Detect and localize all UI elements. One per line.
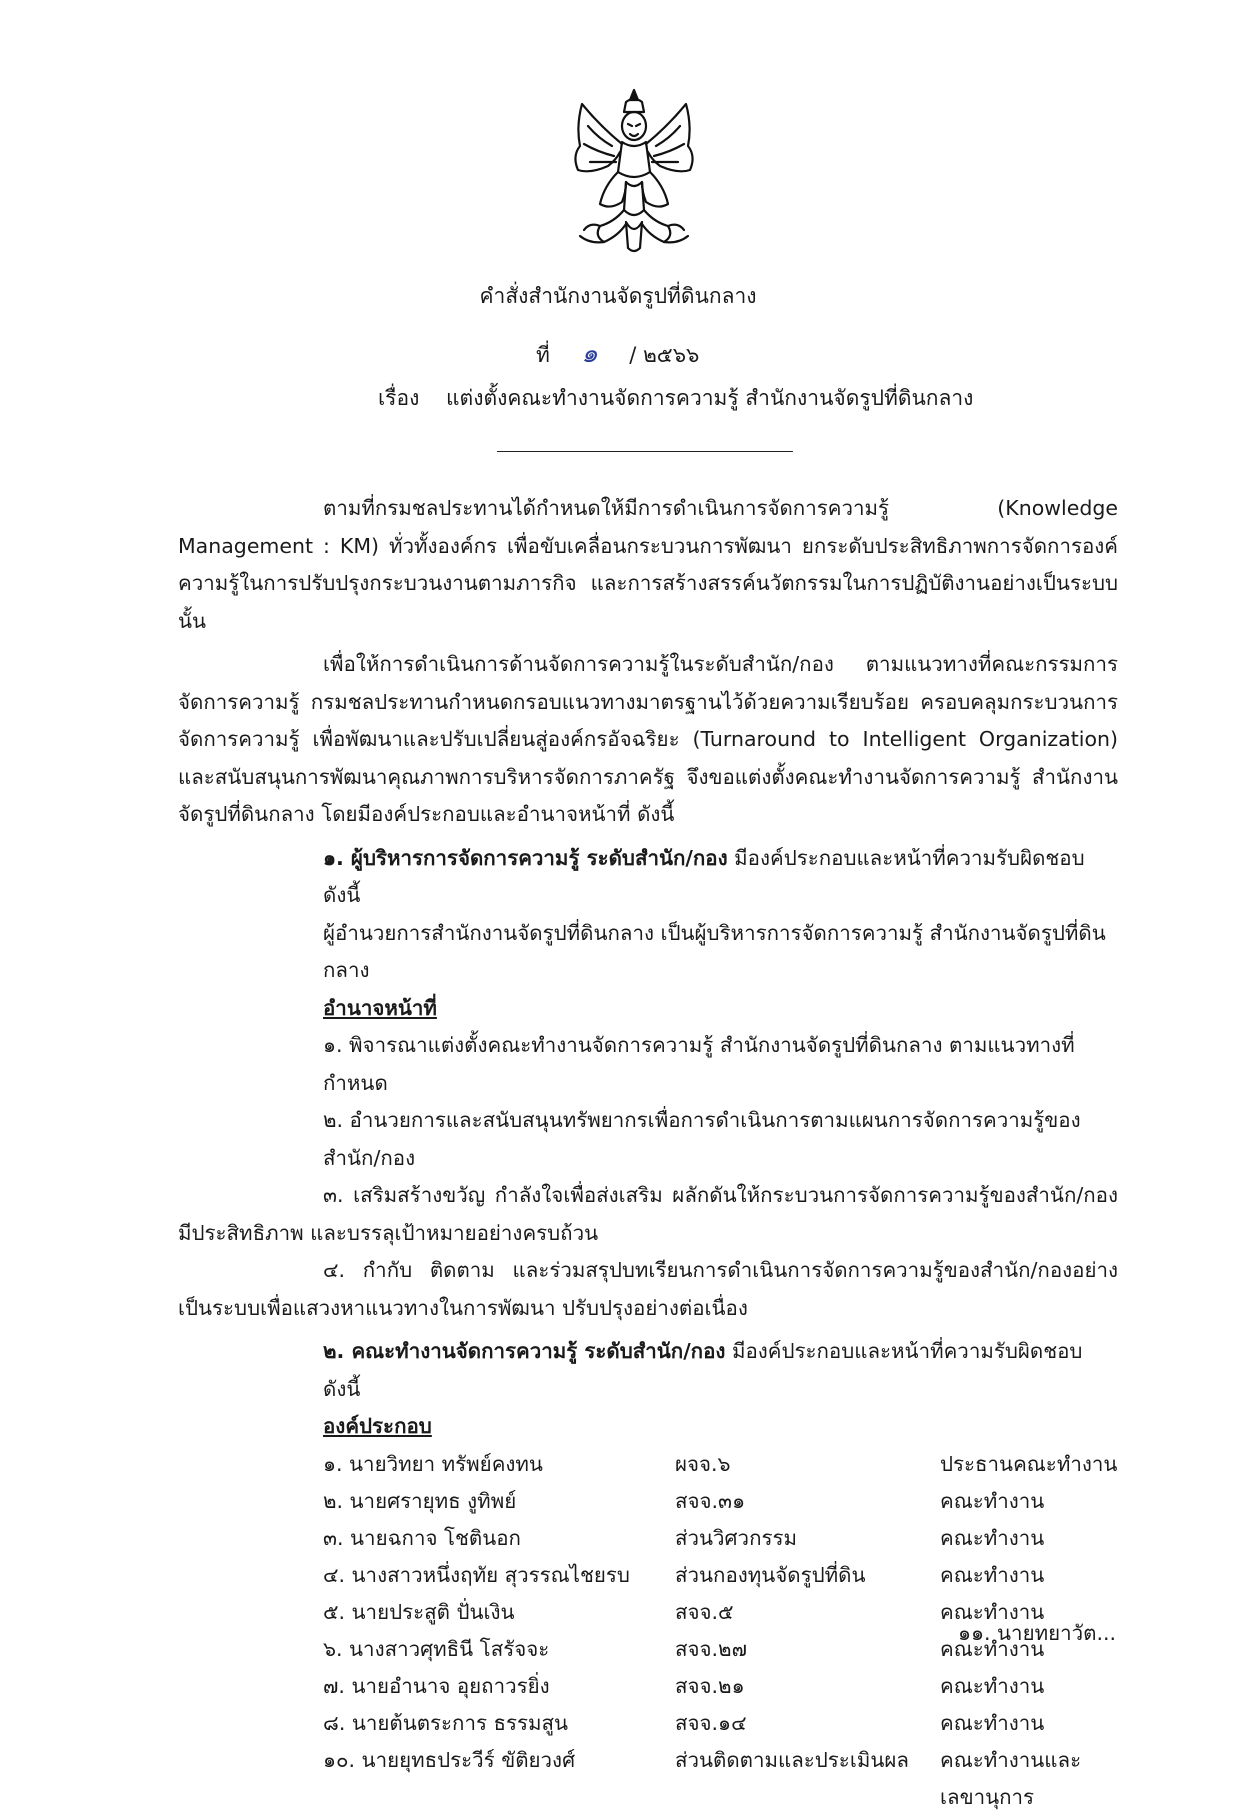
header-divider (497, 451, 793, 452)
subject-line (378, 382, 973, 415)
member-name: ๗. นายอำนาจ อุยถาวรยิ่ง (323, 1673, 550, 1698)
member-row (178, 1520, 1118, 1557)
paragraph-purpose: เพื่อให้การดำเนินการด้านจัดการความรู้ในระดับสำนัก/กอง ตามแนวทางที่คณะกรรมการจัดการความรู้ กรมชลประทานกำหนดกรอบแนวทางมาตรฐานไว้ด้วยความเรียบร้อย ครอบคลุมกระบวนการจัดการความรู้ เพื่อพัฒนาและปรับเปลี่ยนสู่องค์กรอัจฉริยะ (Turnaround to Intelligent Organization) และสนับสนุนการพัฒนาคุณภาพการบริหารจัดการภาครัฐ จึงขอแต่งตั้งคณะทำงานจัดการความรู้ สำนักงานจัดรูปที่ดินกลาง โดยมีองค์ประกอบและอำนาจหน้าที่ ดังนี้ (178, 652, 1118, 826)
member-unit: ผจจ.๖ (675, 1451, 731, 1476)
order-number (536, 333, 699, 374)
member-role: คณะทำงาน (940, 1673, 1045, 1698)
section2-heading (178, 1333, 1118, 1408)
member-row (178, 1705, 1118, 1742)
duty-item: ๑. พิจารณาแต่งตั้งคณะทำงานจัดการความรู้ สำนักงานจัดรูปที่ดินกลาง ตามแนวทางที่กำหนด (323, 1033, 1075, 1095)
member-row (178, 1483, 1118, 1520)
member-role: คณะทำงาน (940, 1710, 1045, 1735)
member-role: คณะทำงาน (940, 1599, 1045, 1624)
subject-label: เรื่อง (378, 386, 420, 410)
member-role: คณะทำงาน (940, 1636, 1045, 1661)
page-continuation: ๑๑. นายทยาวัต... (957, 1621, 1116, 1645)
member-name: ๘. นายต้นตระการ ธรรมสูน (323, 1710, 569, 1735)
duty-item: ๓. เสริมสร้างขวัญ กำลังใจเพื่อส่งเสริม ผลักดันให้กระบวนการจัดการความรู้ของสำนัก/กองมีประสิทธิภาพ และบรรลุเป้าหมายอย่างครบถ้วน (178, 1183, 1118, 1245)
member-row (178, 1742, 1118, 1779)
section2-members-label: องค์ประกอบ (323, 1414, 432, 1438)
order-number-prefix: ที่ (536, 343, 550, 367)
member-unit: ส่วนวิศวกรรม (675, 1525, 798, 1550)
member-unit: สจจ.๒๑ (675, 1673, 745, 1698)
member-name: ๕. นายประสูติ ปั่นเงิน (323, 1599, 515, 1624)
section1-heading (178, 840, 1118, 915)
member-unit: สจจ.๑๔ (675, 1710, 747, 1735)
member-role: คณะทำงานและ (940, 1747, 1082, 1772)
member-unit: สจจ.๒๗ (675, 1636, 747, 1661)
subject-text: แต่งตั้งคณะทำงานจัดการความรู้ สำนักงานจัดรูปที่ดินกลาง (446, 386, 974, 410)
duty-item: ๔. กำกับ ติดตาม และร่วมสรุปบทเรียนการดำเนินการจัดการความรู้ของสำนัก/กองอย่างเป็นระบบเพื่อแสวงหาแนวทางในการพัฒนา ปรับปรุงอย่างต่อเนื่อง (178, 1258, 1118, 1320)
member-row (178, 1557, 1118, 1594)
member-name: ๓. นายฉกาจ โชตินอก (323, 1525, 521, 1550)
garuda-emblem (560, 86, 708, 258)
member-row (178, 1668, 1118, 1705)
member-role: ประธานคณะทำงาน (940, 1451, 1118, 1476)
member-role: คณะทำงาน (940, 1525, 1045, 1550)
member-role: คณะทำงาน (940, 1562, 1045, 1587)
member-unit: สจจ.๕ (675, 1599, 734, 1624)
member-name: ๔. นางสาวหนึ่งฤทัย สุวรรณไชยรบ (323, 1562, 630, 1587)
member-unit: สจจ.๓๑ (675, 1488, 746, 1513)
document-title: คำสั่งสำนักงานจัดรูปที่ดินกลาง (479, 284, 757, 308)
member-name: ๒. นายศรายุทธ งูทิพย์ (323, 1488, 517, 1513)
section1-line: ผู้อำนวยการสำนักงานจัดรูปที่ดินกลาง เป็นผู้บริหารการจัดการความรู้ สำนักงานจัดรูปที่ดินกลาง (323, 920, 1106, 982)
member-role: เลขานุการ (940, 1784, 1035, 1809)
member-name: ๖. นางสาวศุทธินี โสรัจจะ (323, 1636, 550, 1661)
duty-item: ๒. อำนวยการและสนับสนุนทรัพยากรเพื่อการดำเนินการตามแผนการจัดการความรู้ของสำนัก/กอง (323, 1108, 1081, 1170)
member-row-continued (178, 1779, 1118, 1816)
section1-duties-label: อำนาจหน้าที่ (323, 995, 437, 1020)
member-role: คณะทำงาน (940, 1488, 1045, 1513)
section1-title: ๑. ผู้บริหารการจัดการความรู้ ระดับสำนัก/กอง (323, 845, 728, 870)
member-name: ๑๐. นายยุทธประวีร์ ขัติยวงศ์ (323, 1747, 576, 1772)
member-unit: ส่วนกองทุนจัดรูปที่ดิน (675, 1562, 866, 1587)
section2-title: ๒. คณะทำงานจัดการความรู้ ระดับสำนัก/กอง (323, 1339, 726, 1363)
section1-title-rest: มีองค์ประกอบและหน้าที่ความรับผิดชอบ ดังนี้ (323, 845, 1085, 907)
member-row (178, 1446, 1118, 1483)
paragraph-intro: ตามที่กรมชลประทานได้กำหนดให้มีการดำเนินการจัดการความรู้ (Knowledge Management : KM) ทั่วทั้งองค์กร เพื่อขับเคลื่อนกระบวนการพัฒนา ยกระดับประสิทธิภาพการจัดการองค์ความรู้ในการปรับปรุงกระบวนงานตามภารกิจ และการสร้างสรรค์นวัตกรรมในการปฏิบัติงานอย่างเป็นระบบ นั้น (178, 496, 1118, 633)
order-number-year: / ๒๕๖๖ (629, 343, 700, 367)
order-number-value: ๑ (581, 339, 598, 369)
member-unit: ส่วนติดตามและประเมินผล (675, 1747, 909, 1772)
member-name: ๑. นายวิทยา ทรัพย์คงทน (323, 1451, 543, 1476)
section2-title-rest: มีองค์ประกอบและหน้าที่ความรับผิดชอบ ดังนี้ (323, 1339, 1083, 1401)
